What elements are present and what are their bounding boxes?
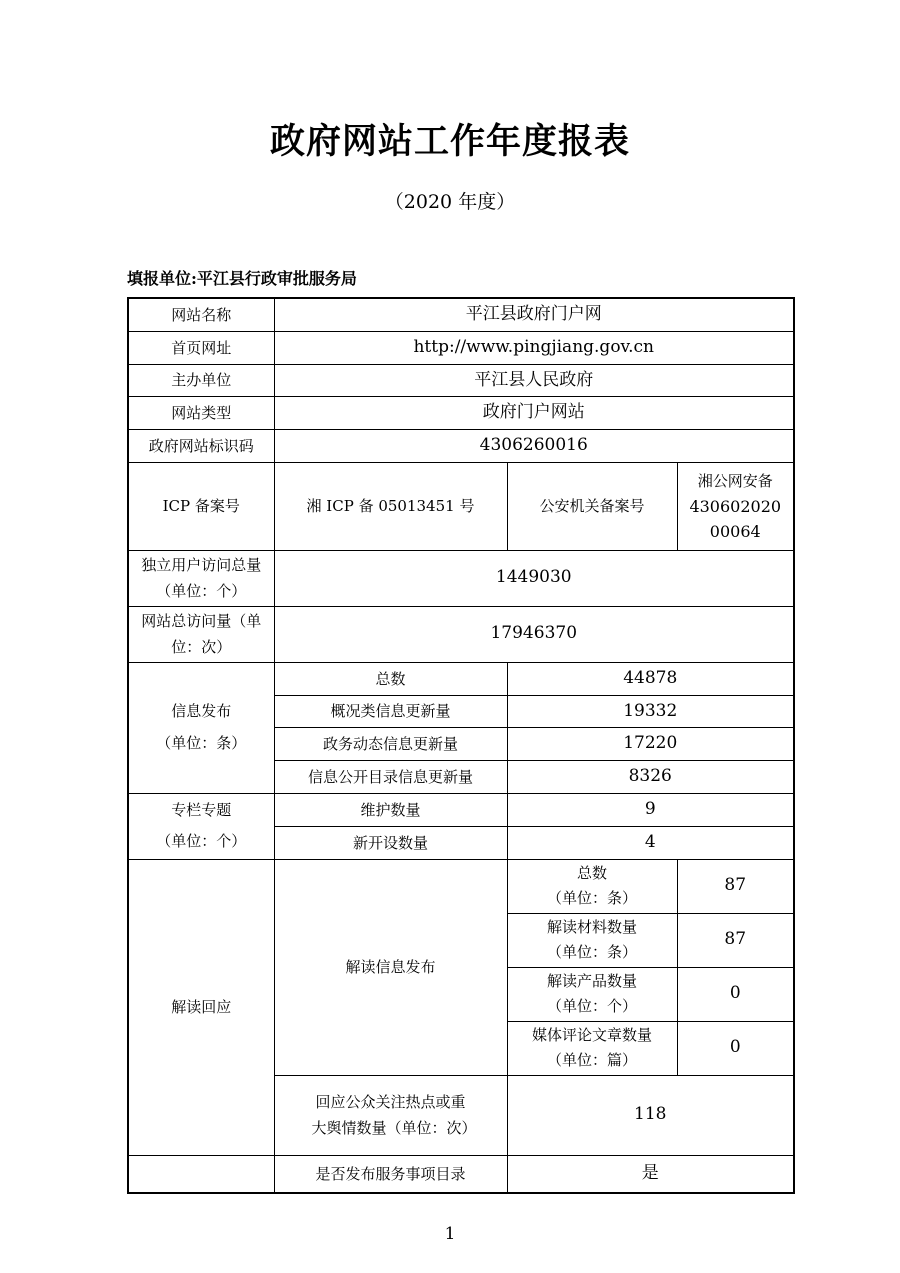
sub-value: 8326 xyxy=(507,761,794,794)
hotspot-label-text: 回应公众关注热点或重大舆情数量（单位：次） xyxy=(311,1093,477,1138)
sub-unit-text: （单位：条） xyxy=(546,889,637,908)
row-label: 主办单位 xyxy=(128,364,274,397)
sub-label-text: 解读材料数量 xyxy=(546,917,637,936)
page-title: 政府网站工作年度报表 xyxy=(269,122,630,162)
police-record-value xyxy=(677,462,794,550)
table-row-service-directory xyxy=(128,1155,794,1193)
table-row-host-unit xyxy=(128,364,794,397)
page-subtitle: （2020 年度） xyxy=(384,191,516,213)
group-label-text: 专栏专题 xyxy=(171,800,232,819)
group-unit-text: （单位：条） xyxy=(156,733,247,752)
table-row-site-type xyxy=(128,397,794,430)
table-row-unique-visitors xyxy=(128,550,794,606)
row-label: 政府网站标识码 xyxy=(128,430,274,463)
row-value: 政府门户网站 xyxy=(274,397,794,430)
row-label: 网站总访问量（单位：次） xyxy=(128,606,274,662)
sub-value: 87 xyxy=(677,913,794,967)
table-row-interpret-total xyxy=(128,859,794,913)
table-row-site-id-code xyxy=(128,430,794,463)
group-unit-text: （单位：个） xyxy=(156,832,247,851)
sub-label xyxy=(507,859,677,913)
service-value: 是 xyxy=(507,1155,794,1193)
police-record-prefix: 湘公网安备 xyxy=(697,471,773,490)
row-value: 平江县人民政府 xyxy=(274,364,794,397)
table-row-icp xyxy=(128,462,794,550)
sub-value: 9 xyxy=(507,793,794,826)
table-row-columns-maintained xyxy=(128,793,794,826)
sub-value: 87 xyxy=(677,859,794,913)
interpret-publish-label: 解读信息发布 xyxy=(274,859,507,1075)
row-value-url: http://www.pingjiang.gov.cn xyxy=(274,331,794,364)
sub-label: 总数 xyxy=(274,662,507,695)
row-label: 网站类型 xyxy=(128,397,274,430)
sub-label: 信息公开目录信息更新量 xyxy=(274,761,507,794)
sub-label: 维护数量 xyxy=(274,793,507,826)
sub-value: 4 xyxy=(507,826,794,859)
columns-group-label xyxy=(128,793,274,859)
row-value: 1449030 xyxy=(274,550,794,606)
hotspot-label xyxy=(274,1075,507,1155)
sub-value: 19332 xyxy=(507,695,794,728)
sub-unit-text: （单位：篇） xyxy=(546,1051,637,1070)
annual-report-table xyxy=(127,297,795,1194)
table-row-site-name xyxy=(128,298,794,331)
sub-label: 概况类信息更新量 xyxy=(274,695,507,728)
sub-value: 44878 xyxy=(507,662,794,695)
sub-label: 新开设数量 xyxy=(274,826,507,859)
sub-value: 17220 xyxy=(507,728,794,761)
sub-label xyxy=(507,913,677,967)
group-label-text: 信息发布 xyxy=(171,702,232,721)
sub-label-text: 解读产品数量 xyxy=(546,971,637,990)
row-value: 平江县政府门户网 xyxy=(274,298,794,331)
sub-label-text: 总数 xyxy=(576,863,607,882)
empty-cell xyxy=(128,1155,274,1193)
sub-label: 政务动态信息更新量 xyxy=(274,728,507,761)
service-label: 是否发布服务事项目录 xyxy=(274,1155,507,1193)
table-row-total-visits xyxy=(128,606,794,662)
hotspot-value: 118 xyxy=(507,1075,794,1155)
police-record-label: 公安机关备案号 xyxy=(507,462,677,550)
sub-value: 0 xyxy=(677,967,794,1021)
row-label: 独立用户访问总量（单位：个） xyxy=(128,550,274,606)
row-value: 4306260016 xyxy=(274,430,794,463)
row-label: 首页网址 xyxy=(128,331,274,364)
row-label: 网站名称 xyxy=(128,298,274,331)
sub-unit-text: （单位：个） xyxy=(546,997,637,1016)
table-row-info-publish-total xyxy=(128,662,794,695)
sub-label xyxy=(507,967,677,1021)
interpretation-group-label: 解读回应 xyxy=(128,859,274,1155)
row-value: 17946370 xyxy=(274,606,794,662)
reporting-unit: 填报单位:平江县行政审批服务局 xyxy=(127,269,357,288)
police-record-number: 43060202000064 xyxy=(689,496,782,542)
sub-value: 0 xyxy=(677,1021,794,1075)
icp-value: 湘 ICP 备 05013451 号 xyxy=(274,462,507,550)
table-row-homepage-url xyxy=(128,331,794,364)
page-number: 1 xyxy=(444,1224,456,1245)
icp-label: ICP 备案号 xyxy=(128,462,274,550)
info-publish-group-label xyxy=(128,662,274,793)
sub-unit-text: （单位：条） xyxy=(546,943,637,962)
sub-label xyxy=(507,1021,677,1075)
sub-label-text: 媒体评论文章数量 xyxy=(531,1025,652,1044)
